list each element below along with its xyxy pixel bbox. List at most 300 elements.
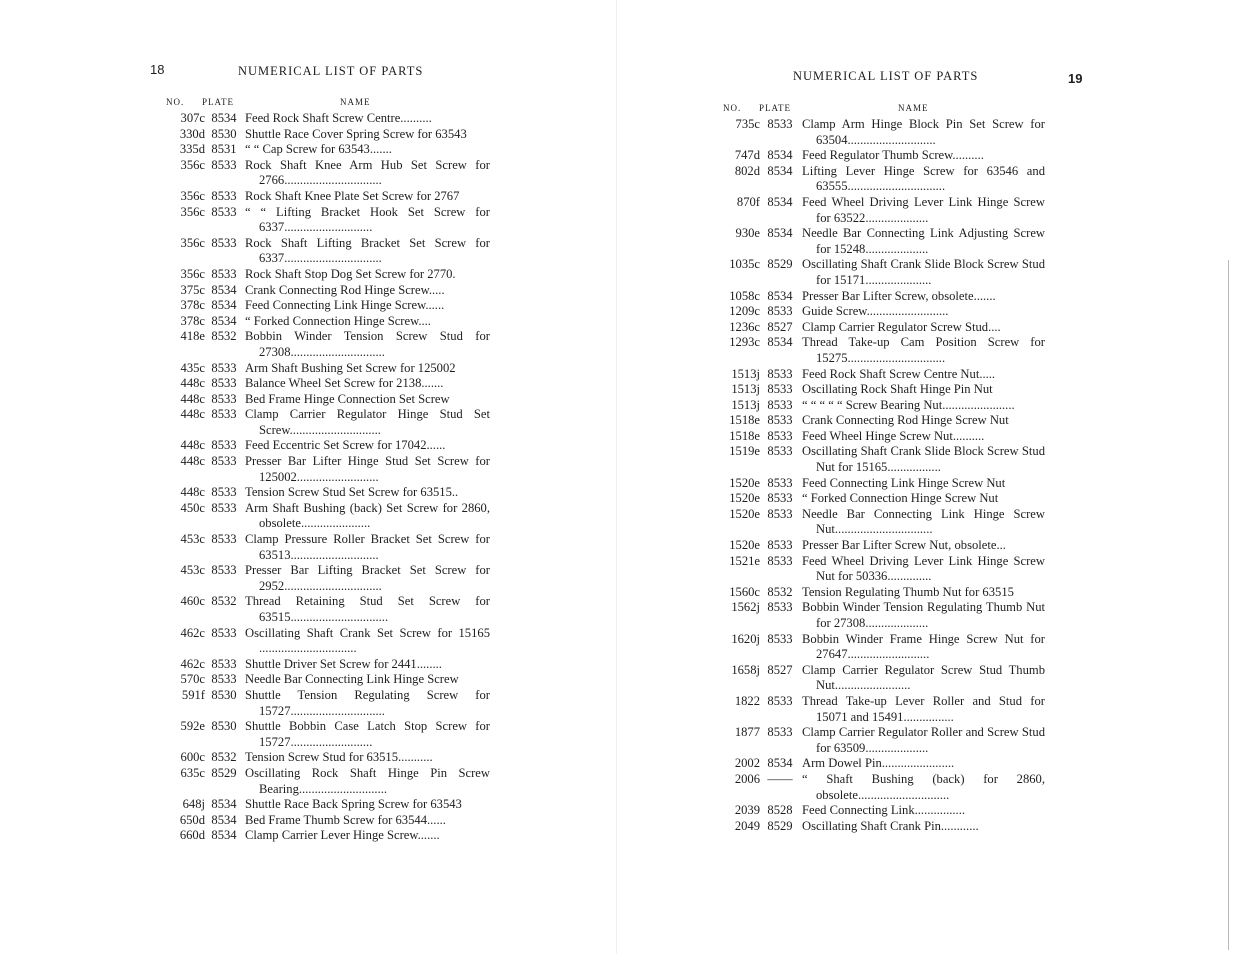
part-name: Arm Shaft Bushing Set Screw for 125002 [245,360,456,375]
part-number-cell [710,148,760,164]
table-row [710,304,1045,320]
plate-number-cell [760,164,800,195]
part-number: 600c [180,750,205,765]
part-number: 1822 [734,693,760,708]
plate-number: 8532 [211,750,237,765]
part-number-cell [165,376,205,392]
part-number: 1520e [729,506,760,521]
part-name: Oscillating Rock Shaft Hinge Pin Nut [802,382,993,397]
part-number: 660d [179,828,205,843]
part-number-cell [165,501,205,532]
plate-number: 8533 [211,391,237,406]
table-row [165,158,490,189]
plate-number-cell [760,585,800,601]
part-name: Presser Bar Lifter Hinge Stud Set Screw for 125002.......................... [245,454,490,484]
table-row [710,195,1045,226]
part-name: Clamp Carrier Regulator Roller and Screw Stud for 63509.................... [802,725,1045,755]
plate-number: 8533 [211,438,237,453]
plate-number: 8533 [211,235,237,250]
part-name-cell [800,803,1045,819]
part-number: 2039 [734,803,760,818]
plate-number: 8529 [767,257,793,272]
part-number: 1035c [729,257,760,272]
part-name: Oscillating Shaft Crank Slide Block Screw Stud Nut for 15165................. [802,444,1045,475]
plate-number-cell [760,803,800,819]
part-number-cell [710,694,760,725]
part-name-cell [800,164,1045,195]
part-name: Arm Shaft Bushing (back) Set Screw for 2860, obsolete...................... [245,500,490,531]
part-number-cell [165,626,205,657]
part-number-cell [165,813,205,829]
part-name: Thread Take-up Lever Roller and Stud for 15071 and 15491................ [802,693,1045,724]
part-name-cell [243,532,490,563]
part-number-cell [710,444,760,475]
table-row [165,750,490,766]
plate-number-cell [205,672,243,688]
part-name-cell [800,600,1045,631]
part-number-cell [165,267,205,283]
part-name-cell [243,392,490,408]
plate-number: 8529 [767,818,793,833]
part-number: 418e [180,329,205,344]
table-row [165,127,490,143]
plate-number: 8533 [211,376,237,391]
part-number-cell [165,329,205,360]
part-number: 462c [180,656,205,671]
part-number-cell [165,766,205,797]
part-name: Needle Bar Connecting Link Hinge Screw [245,672,459,687]
part-number-cell [165,189,205,205]
table-row [165,813,490,829]
part-name: Tension Regulating Thumb Nut for 63515 [802,584,1014,599]
part-number: 356c [180,188,205,203]
plate-number: 8533 [767,553,793,568]
part-name-cell [243,407,490,438]
part-name: Clamp Carrier Lever Hinge Screw....... [245,828,440,843]
part-name-cell [800,725,1045,756]
plate-number-cell [205,813,243,829]
part-number-cell [710,585,760,601]
part-name-cell [243,501,490,532]
part-name: Clamp Carrier Regulator Hinge Stud Set Screw............................. [245,407,490,437]
part-name-cell [243,189,490,205]
part-number-cell [165,688,205,719]
table-row [165,626,490,657]
part-number: 1518e [729,413,760,428]
part-name-cell [243,719,490,750]
plate-number-cell [205,205,243,236]
part-name: Oscillating Rock Shaft Hinge Pin Screw Bearing............................ [245,765,490,796]
plate-number: 8530 [211,687,237,702]
part-number-cell [165,657,205,673]
plate-number: 8534 [211,828,237,843]
plate-number: 8533 [767,600,793,615]
table-row [165,142,490,158]
part-name: Shuttle Bobbin Case Latch Stop Screw for 15727.......................... [245,719,490,749]
part-name: Balance Wheel Set Screw for 2138....... [245,376,444,391]
part-name-cell [800,382,1045,398]
part-number: 448c [180,407,205,422]
part-number: 453c [180,532,205,547]
table-row [710,600,1045,631]
parts-list [710,117,1045,834]
part-number: 648j [182,797,205,812]
plate-number-cell [205,532,243,563]
column-header-name: NAME [340,97,371,107]
plate-number: 8534 [767,148,793,163]
plate-number: 8533 [211,500,237,515]
plate-number: 8534 [767,194,793,209]
parts-list [165,111,490,844]
part-number-cell [710,164,760,195]
table-row [165,267,490,283]
table-row [165,298,490,314]
plate-number: 8533 [767,397,793,412]
table-row [710,725,1045,756]
part-name: “ Forked Connection Hinge Screw.... [245,313,431,328]
table-row [165,329,490,360]
part-number-cell [165,563,205,594]
part-name-cell [243,563,490,594]
plate-number: 8534 [211,797,237,812]
part-number-cell [165,142,205,158]
table-row [710,367,1045,383]
plate-number: 8533 [767,444,793,459]
part-name: Feed Regulator Thumb Screw.......... [802,148,984,163]
part-name: Clamp Arm Hinge Block Pin Set Screw for 63504............................ [802,117,1045,147]
part-name-cell [243,766,490,797]
table-row [165,485,490,501]
table-row [710,694,1045,725]
plate-number-cell [205,626,243,657]
plate-number: 8533 [767,413,793,428]
plate-number-cell [760,491,800,507]
plate-number-cell [205,563,243,594]
plate-number: 8532 [767,584,793,599]
part-number: 460c [180,594,205,609]
part-name-cell [243,111,490,127]
part-number-cell [165,158,205,189]
part-name: “ “ Cap Screw for 63543....... [245,142,392,157]
table-row [165,438,490,454]
part-name: “ Shaft Bushing (back) for 2860, obsolete............................. [802,771,1045,802]
plate-number-cell [205,501,243,532]
part-name: Tension Screw Stud Set Screw for 63515.. [245,485,459,500]
part-name: “ “ “ “ “ Screw Bearing Nut....................... [802,397,1015,412]
plate-number: 8533 [211,204,237,219]
part-name-cell [800,117,1045,148]
plate-number-cell [760,663,800,694]
part-name-cell [243,485,490,501]
table-row [710,164,1045,195]
part-name: Feed Eccentric Set Screw for 17042...... [245,438,446,453]
plate-number: 8533 [767,117,793,131]
part-name-cell [800,632,1045,663]
plate-number: 8534 [211,111,237,125]
plate-number: 8531 [211,142,237,157]
plate-number-cell [760,538,800,554]
part-number-cell [710,554,760,585]
plate-number: 8533 [767,506,793,521]
plate-number-cell [205,267,243,283]
plate-number: 8533 [211,454,237,469]
table-row [165,111,490,127]
part-number: 2049 [734,818,760,833]
plate-number-cell [760,756,800,772]
plate-number: 8533 [211,532,237,547]
part-name: “ “ Lifting Bracket Hook Set Screw for 6337............................ [245,204,490,235]
plate-number-cell [760,819,800,835]
plate-number: 8534 [767,288,793,303]
plate-number-cell [205,361,243,377]
plate-number-cell [205,454,243,485]
table-row [710,756,1045,772]
plate-number-cell [205,298,243,314]
part-number: 1560c [729,584,760,599]
table-row [710,444,1045,475]
plate-number: 8534 [767,756,793,771]
part-number: 1236c [729,319,760,334]
part-name: Presser Bar Lifter Screw Nut, obsolete... [802,538,1006,553]
table-row [710,803,1045,819]
part-number-cell [710,320,760,336]
part-name: Rock Shaft Stop Dog Set Screw for 2770. [245,266,456,281]
part-number: 462c [180,625,205,640]
plate-number: 8527 [767,319,793,334]
part-name: Bobbin Winder Tension Screw Stud for 27308.............................. [245,329,490,359]
part-name: Oscillating Shaft Crank Set Screw for 15165 ............................... [245,625,490,656]
part-name: Bobbin Winder Tension Regulating Thumb Nut for 27308.................... [802,600,1045,630]
part-name: Clamp Carrier Regulator Screw Stud Thumb Nut........................ [802,662,1045,693]
plate-number-cell [205,127,243,143]
table-row [710,117,1045,148]
part-name: Oscillating Shaft Crank Pin............ [802,818,979,833]
plate-number: 8534 [211,313,237,328]
plate-number: 8532 [211,329,237,344]
plate-number-cell [760,398,800,414]
part-number: 1562j [731,600,760,615]
part-name-cell [800,289,1045,305]
plate-number: 8533 [767,725,793,740]
plate-number-cell [205,750,243,766]
part-number-cell [710,507,760,538]
part-number: 650d [179,812,205,827]
part-number: 2006 [734,771,760,786]
part-name-cell [800,367,1045,383]
part-name: Tension Screw Stud for 63515........... [245,750,433,765]
part-name-cell [800,335,1045,366]
plate-number-cell [205,828,243,844]
part-number: 453c [180,563,205,578]
part-name: Feed Wheel Driving Lever Link Hinge Screw for 63522.................... [802,194,1045,225]
part-name-cell [800,491,1045,507]
table-row [710,413,1045,429]
part-name: Arm Dowel Pin....................... [802,756,955,771]
part-name-cell [243,329,490,360]
part-name: Crank Connecting Rod Hinge Screw..... [245,282,445,297]
part-number: 1513j [731,382,760,397]
part-number-cell [165,361,205,377]
part-number-cell [710,476,760,492]
plate-number: 8534 [211,298,237,313]
part-number-cell [165,750,205,766]
part-name: Needle Bar Connecting Link Adjusting Screw for 15248.................... [802,226,1045,256]
part-number-cell [165,438,205,454]
page-title: NUMERICAL LIST OF PARTS [238,64,424,78]
part-number: 375c [180,282,205,297]
part-number-cell [165,298,205,314]
table-row [710,429,1045,445]
part-name-cell [800,320,1045,336]
part-number: 356c [180,157,205,172]
plate-number-cell [760,632,800,663]
column-header-plate: PLATE [202,97,234,107]
part-number-cell [710,117,760,148]
plate-number: 8533 [767,631,793,646]
part-number-cell [710,195,760,226]
table-row [165,563,490,594]
plate-number: 8533 [211,672,237,687]
plate-number-cell [205,438,243,454]
plate-number-cell [760,772,800,803]
plate-number-cell [205,392,243,408]
page-number: 18 [150,62,165,77]
part-name: Crank Connecting Rod Hinge Screw Nut [802,413,1009,428]
part-name: Shuttle Driver Set Screw for 2441........ [245,656,442,671]
plate-number-cell [760,335,800,366]
part-number: 356c [180,266,205,281]
part-name: Presser Bar Lifter Screw, obsolete....... [802,288,996,303]
page-title: NUMERICAL LIST OF PARTS [793,69,979,83]
part-name-cell [243,688,490,719]
part-name-cell [800,694,1045,725]
part-name-cell [800,476,1045,492]
part-name: Feed Wheel Driving Lever Link Hinge Screw Nut for 50336.............. [802,553,1045,584]
plate-number-cell [760,382,800,398]
part-number: 448c [180,391,205,406]
part-name: Rock Shaft Knee Plate Set Screw for 2767 [245,188,460,203]
part-name: Shuttle Race Cover Spring Screw for 63543 [245,126,467,141]
part-name-cell [800,538,1045,554]
plate-number: 8533 [211,485,237,500]
table-row [165,454,490,485]
plate-number-cell [205,314,243,330]
plate-number: 8527 [767,662,793,677]
plate-number: 8533 [211,625,237,640]
part-number-cell [710,632,760,663]
plate-number: —— [767,771,793,786]
table-row [165,657,490,673]
part-number-cell [710,725,760,756]
part-name: Rock Shaft Knee Arm Hub Set Screw for 2766............................... [245,157,490,188]
part-number: 592e [180,719,205,734]
part-number: 330d [179,126,205,141]
part-name-cell [800,819,1045,835]
part-name-cell [243,657,490,673]
part-name: Needle Bar Connecting Link Hinge Screw Nut............................... [802,506,1045,537]
part-number: 930e [735,226,760,241]
table-row [710,554,1045,585]
table-row [165,314,490,330]
part-number-cell [165,392,205,408]
part-name: Oscillating Shaft Crank Slide Block Screw Stud for 15171..................... [802,257,1045,287]
part-name-cell [800,304,1045,320]
table-row [710,382,1045,398]
part-number-cell [165,719,205,750]
part-number: 570c [180,672,205,687]
part-name-cell [243,127,490,143]
part-number: 2002 [734,756,760,771]
part-number: 356c [180,204,205,219]
part-number-cell [710,772,760,803]
part-name: Feed Connecting Link................ [802,803,965,818]
plate-number: 8533 [211,157,237,172]
part-number: 735c [735,117,760,131]
part-number-cell [165,454,205,485]
part-name-cell [800,148,1045,164]
part-number: 1520e [729,475,760,490]
part-number-cell [165,672,205,688]
part-name: Feed Wheel Hinge Screw Nut.......... [802,428,985,443]
part-number: 335d [179,142,205,157]
table-row [710,257,1045,288]
part-number: 1513j [731,366,760,381]
part-number: 1877 [734,725,760,740]
part-name-cell [800,554,1045,585]
part-name-cell [800,257,1045,288]
column-header-plate: PLATE [759,103,791,113]
plate-number-cell [205,719,243,750]
table-row [165,205,490,236]
table-row [165,797,490,813]
page-number: 19 [1068,71,1083,86]
table-row [165,594,490,625]
plate-number-cell [205,594,243,625]
part-name-cell [243,672,490,688]
table-row [165,189,490,205]
plate-number: 8533 [211,266,237,281]
plate-number: 8533 [767,538,793,553]
plate-number-cell [760,195,800,226]
plate-number: 8534 [211,282,237,297]
part-number-cell [710,398,760,414]
plate-number: 8530 [211,126,237,141]
table-row [710,538,1045,554]
plate-number: 8533 [767,428,793,443]
table-row [165,688,490,719]
part-number: 448c [180,438,205,453]
part-name-cell [243,298,490,314]
part-number-cell [710,289,760,305]
table-row [165,828,490,844]
table-row [165,719,490,750]
part-number: 448c [180,376,205,391]
part-name: Rock Shaft Lifting Bracket Set Screw for 6337............................... [245,235,490,266]
table-row [710,663,1045,694]
part-number-cell [710,756,760,772]
plate-number: 8533 [211,360,237,375]
part-number: 1513j [731,397,760,412]
plate-number: 8533 [767,366,793,381]
part-number-cell [710,663,760,694]
plate-number-cell [205,189,243,205]
table-row [165,672,490,688]
table-row [165,392,490,408]
plate-number-cell [760,429,800,445]
table-row [710,289,1045,305]
part-number-cell [165,127,205,143]
plate-number-cell [205,376,243,392]
